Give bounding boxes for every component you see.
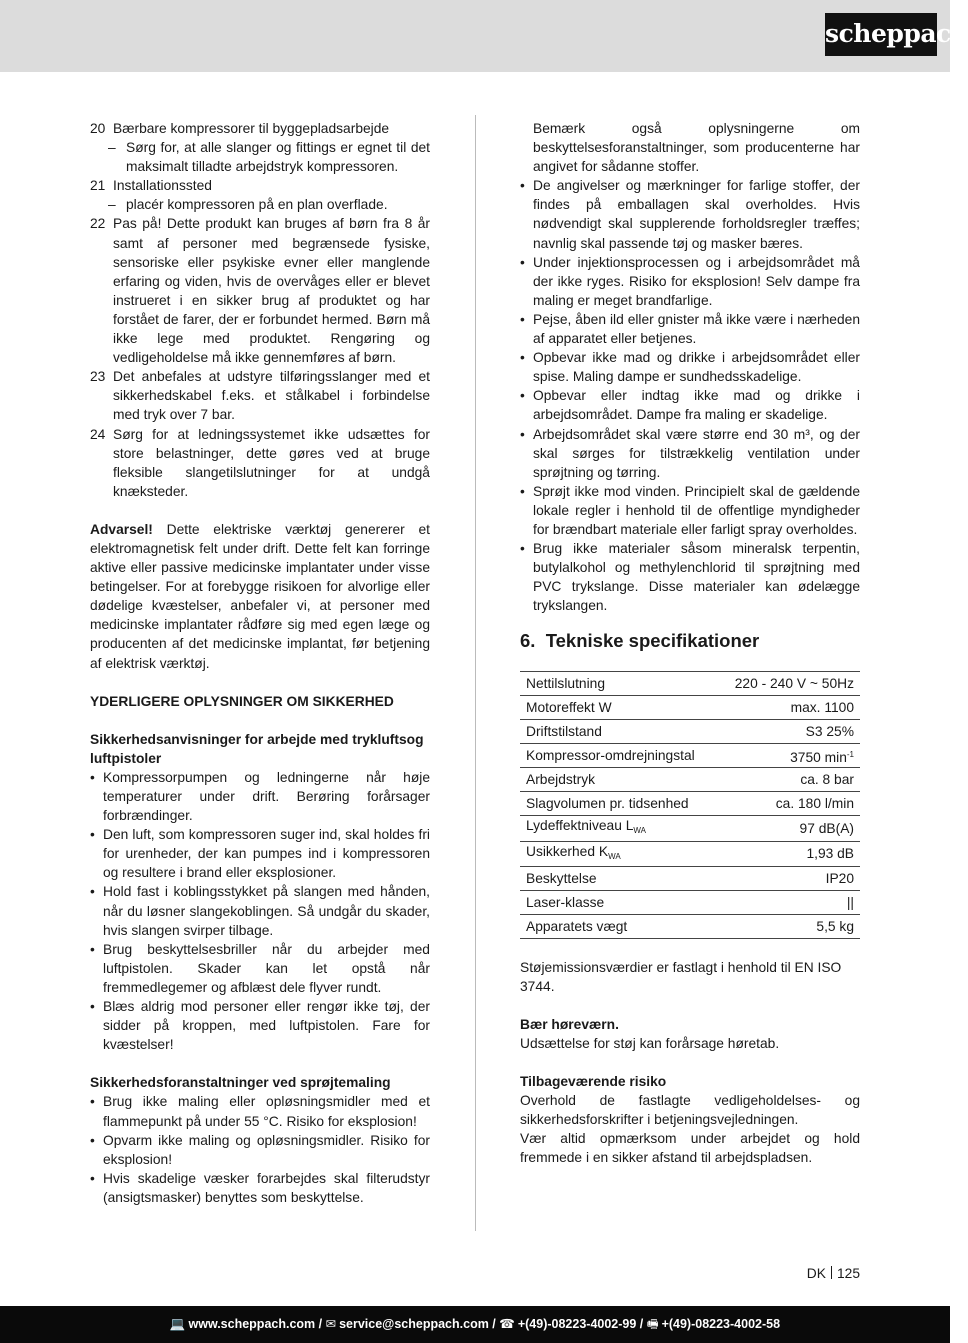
list-item: • Opbevar eller indtag ikke mad og drikke i arbejdsområdet. Dampe fra maling er skadelige. [520, 386, 860, 424]
footer-separator: / [636, 1317, 647, 1331]
spec-value: 1,93 dB [717, 841, 860, 866]
page-language: DK [806, 1266, 826, 1281]
hearing-heading: Bær høreværn. [520, 1016, 619, 1032]
spec-value [717, 744, 860, 768]
continuation-text: Bemærk også oplysningerne om beskyttelsesforanstaltninger, som producenterne har angivet for sådanne stoffer. [533, 121, 860, 175]
spec-label: Slagvolumen pr. tidsenhed [520, 792, 717, 816]
spec-value: ca. 8 bar [717, 768, 860, 792]
list-item: • De angivelser og mærkninger for farlige stoffer, der findes på emballagen skal overholdes. Hvis nødvendigt skal supplerende forholdsregler træffes; navnlig skal passende tøj og masker bæres. [520, 176, 860, 252]
footer-fax: +(49)-08223-4002-58 [661, 1317, 781, 1331]
bullet-text: Blæs aldrig mod personer eller rengør ikke tøj, der sidder på kroppen, med luftpistolen. Fare for kvæstelser! [103, 999, 430, 1053]
table-row [520, 720, 860, 744]
spray-safety-list [520, 176, 860, 615]
spec-label-subscript: WA [633, 826, 646, 836]
sub-item [90, 195, 430, 214]
list-item: • Den luft, som kompressoren suger ind, skal holdes fri for urenheder, der kan pumpes ind i kompressoren og resultere i brand eller eksplosioner. [90, 825, 430, 882]
fax-icon: 🖷 [646, 1317, 659, 1331]
list-item: • Brug beskyttelsesbriller når du arbejder med luftpistolen. Skader kan let opstå når fremmedlegemer og afblæst dele flyver rundt. [90, 940, 430, 997]
list-item-20 [90, 119, 430, 138]
spec-label-subscript: WA [608, 851, 621, 861]
item-text: Pas på! Dette produkt kan bruges af børn fra 8 år samt af personer med begrænsede fysiske, sensoriske eller psykiske evner eller manglende erfaring og viden, hvis de overvåges eller er blevet instrueret i en sikker brug af produktet og har forstået de farer, der er forbundet hermed. Børn må ikke lege med produktet. Rengøring og vedligeholdelse må ikke gennemføres af børn. [113, 216, 430, 366]
page-number-value: 125 [836, 1266, 860, 1281]
footer-website-link[interactable]: www.scheppach.com [188, 1317, 316, 1331]
list-item: • Kompressorpumpen og ledningerne når høje temperaturer under drift. Berøring forårsager forbrændinger. [90, 768, 430, 825]
list-item: • Brug ikke maling eller opløsningsmidler med et flammepunkt på under 55 °C. Risiko for eksplosion! [90, 1092, 430, 1130]
specs-table [520, 671, 860, 938]
spec-label: Arbejdstryk [520, 768, 717, 792]
residual-risk-text-2: Vær altid opmærksom under arbejdet og hold fremmede i en sikker afstand til arbejdspladsen. [520, 1131, 860, 1166]
list-item: • Blæs aldrig mod personer eller rengør ikke tøj, der sidder på kroppen, med luftpistolen. Fare for kvæstelser! [90, 997, 430, 1054]
computer-icon: 💻 [169, 1317, 186, 1331]
list-item: • Brug ikke materialer såsom mineralsk terpentin, butylalkohol og methylenchlorid til sprøjtning med PVC trykslange. Disse materialer kan ødelægge trykslangen. [520, 539, 860, 615]
sub-item-text: placér kompressoren på en plan overflade. [126, 197, 388, 213]
bullet-text: Opbevar eller indtag ikke mad og drikke i arbejdsområdet. Dampe fra maling er skadelige. [533, 388, 860, 423]
section-heading [520, 629, 860, 653]
dash-marker: – [108, 197, 116, 213]
warning-label: Advarsel! [90, 521, 153, 537]
table-row [520, 696, 860, 720]
spec-value: ca. 180 l/min [717, 792, 860, 816]
spec-label: Kompressor-omdrejningstal [520, 744, 717, 768]
spec-value: max. 1100 [717, 696, 860, 720]
bullet-text: Hvis skadelige væsker forarbejdes skal filterudstyr (ansigtsmasker) benyttes som beskyttelse. [103, 1170, 430, 1205]
column-divider [475, 115, 476, 1231]
item-number: 22 [90, 216, 106, 232]
list-item: • Opbevar ikke mad og drikke i arbejdsområdet eller spise. Maling dampe er sundhedsskadelige. [520, 348, 860, 386]
header-band [0, 0, 950, 72]
paint-heading: Sikkerhedsforanstaltninger ved sprøjtemaling [90, 1075, 391, 1091]
bullet-text: Brug ikke maling eller opløsningsmidler med et flammepunkt på under 55 °C. Risiko for eksplosion! [103, 1094, 430, 1129]
item-number: 21 [90, 178, 106, 194]
bullet-text: Opvarm ikke maling og opløsningsmidler. Risiko for eksplosion! [103, 1132, 430, 1167]
phone-icon: ☎ [499, 1317, 515, 1331]
table-row [520, 841, 860, 866]
spec-value: 5,5 kg [717, 914, 860, 938]
mail-icon: ✉ [325, 1317, 337, 1331]
footer-separator: / [488, 1317, 500, 1331]
spec-label: Beskyttelse [520, 866, 717, 890]
table-row [520, 744, 860, 768]
bullet-text: Hold fast i koblingsstykket på slangen med hånden, når du løsner slangekoblingen. Så undgår du skader, hvis slangen svirper tilbage. [103, 884, 430, 938]
item-title: Installationssted [113, 178, 212, 194]
list-item: • Hold fast i koblingsstykket på slangen med hånden, når du løsner slangekoblingen. Så undgår du skader, hvis slangen svirper tilbage. [90, 882, 430, 939]
spec-label [520, 841, 717, 866]
spec-value: 97 dB(A) [717, 816, 860, 841]
list-item: • Arbejdsområdet skal være større end 30 m³, og der skal sørges for tilstrækkelig ventilation under sprøjtning og tørring. [520, 425, 860, 482]
bullet-text: Den luft, som kompressoren suger ind, skal holdes fri for urenheder, der kan pumpes ind i kompressoren og resultere i brand eller eksplosioner. [103, 827, 430, 881]
spec-label [520, 816, 717, 841]
item-number: 23 [90, 369, 106, 385]
bullet-text: Arbejdsområdet skal være større end 30 m³, og der skal sørges for tilstrækkelig ventilation under sprøjtning og tørring. [533, 426, 860, 480]
list-item-22 [90, 214, 430, 367]
spec-label-text: Lydeffektniveau L [526, 818, 634, 834]
emf-warning [90, 520, 430, 673]
scheppach-logo: scheppach [825, 13, 937, 56]
sub-item [90, 138, 430, 176]
table-row [520, 816, 860, 841]
hearing-text: Udsættelse for støj kan forårsage høretab. [520, 1035, 780, 1051]
spec-label: Apparatets vægt [520, 914, 717, 938]
spec-value: IP20 [717, 866, 860, 890]
item-number: 20 [90, 121, 106, 136]
table-row [520, 914, 860, 938]
item-title: Bærbare kompressorer til byggepladsarbejde [113, 121, 390, 136]
residual-risk-text: Overhold de fastlagte vedligeholdelses- og sikkerhedsforskrifter i betjeningsvejledningen. [520, 1093, 860, 1128]
list-item: • Opvarm ikke maling og opløsningsmidler. Risiko for eksplosion! [90, 1131, 430, 1169]
right-column [520, 119, 860, 1167]
section-number: 6. [520, 630, 536, 652]
bullet-text: Kompressorpumpen og ledningerne når høje temperaturer under drift. Berøring forårsager forbrændinger. [103, 769, 430, 824]
left-column [90, 119, 430, 1207]
list-item: • Hvis skadelige væsker forarbejdes skal filterudstyr (ansigtsmasker) benyttes som beskyttelse. [90, 1169, 430, 1207]
spec-label: Nettilslutning [520, 672, 717, 696]
spec-value: 220 - 240 V ~ 50Hz [717, 672, 860, 696]
list-item-21 [90, 176, 430, 195]
page-number [807, 1264, 860, 1283]
paint-list [90, 1092, 430, 1207]
list-item: • Pejse, åben ild eller gnister må ikke være i nærheden af apparatet eller betjenes. [520, 310, 860, 348]
spec-label: Motoreffekt W [520, 696, 717, 720]
footer-phone: +(49)-08223-4002-99 [517, 1317, 637, 1331]
bullet-text: Brug ikke materialer såsom mineralsk terpentin, butylalkohol og methylenchlorid til sprøjtning med PVC trykslange. Disse materialer kan ødelægge trykslangen. [533, 541, 860, 614]
list-item: • Sprøjt ikke mod vinden. Principielt skal de gældende lokale regler i henhold til de offentlige myndigheder for brændbart materiale eller farligt spray overholdes. [520, 482, 860, 539]
more-info-heading: YDERLIGERE OPLYSNINGER OM SIKKERHED [90, 693, 394, 709]
table-row [520, 792, 860, 816]
air-tools-list [90, 768, 430, 1054]
footer-email-link[interactable]: service@scheppach.com [339, 1317, 489, 1331]
spec-label: Laser-klasse [520, 890, 717, 914]
footer-bar [0, 1306, 950, 1343]
spec-value: S3 25% [717, 720, 860, 744]
bullet-text: Sprøjt ikke mod vinden. Principielt skal de gældende lokale regler i henhold til de offentlige myndigheder for brændbart materiale eller farligt spray overholdes. [533, 483, 860, 537]
spec-label-text: Usikkerhed K [526, 843, 609, 859]
noise-note: Støjemissionsværdier er fastlagt i henhold til EN ISO 3744. [520, 959, 842, 994]
table-row [520, 768, 860, 792]
page-number-separator [831, 1266, 832, 1279]
item-text: Det anbefales at udstyre tilføringsslanger med et sikkerhedskabel f.eks. et stålkabel i forbindelse med tryk over 7 bar. [113, 369, 430, 423]
sub-item-text: Sørg for, at alle slanger og fittings er egnet til det maksimalt tilladte arbejdstryk kompressoren. [126, 140, 430, 175]
section-title: Tekniske specifikationer [545, 630, 760, 652]
bullet-text: De angivelser og mærkninger for farlige stoffer, der findes på emballagen skal overholdes. Hvis nødvendigt skal supplerende forholdsregler træffes; navnlig skal passende tøj og masker bæres. [533, 178, 860, 251]
list-item-23 [90, 367, 430, 424]
bullet-text: Pejse, åben ild eller gnister må ikke være i nærheden af apparatet eller betjenes. [533, 311, 860, 347]
warning-text: Dette elektriske værktøj genererer et elektromagnetisk felt under drift. Dette felt kan forringe aktive eller passive medicinske implantater under visse betingelser. For at forebygge risikoen for alvorlige eller dødelige kvæstelser, anbefaler vi, at personer med medicinske implantater rådføre sig med egen læge og producenten af det medicinske implantat, før betjening af elektrisk værktøj. [90, 521, 430, 671]
air-tools-heading: Sikkerhedsanvisninger for arbejde med trykluftsog luftpistoler [90, 731, 424, 766]
footer-separator: / [315, 1317, 326, 1331]
list-item: • Under injektionsprocessen og i arbejdsområdet må der ikke ryges. Risiko for eksplosion! Selv dampe fra maling er meget brandfarlige. [520, 253, 860, 310]
table-row [520, 672, 860, 696]
table-row [520, 890, 860, 914]
spec-value-superscript: -1 [846, 749, 854, 759]
bullet-text: Under injektionsprocessen og i arbejdsområdet må der ikke ryges. Risiko for eksplosion! Selv dampe fra maling er meget brandfarlige. [533, 254, 860, 308]
table-row [520, 866, 860, 890]
spec-value: || [717, 890, 860, 914]
spec-label: Driftstilstand [520, 720, 717, 744]
spec-value-text: 3750 min [790, 749, 847, 765]
item-text: Sørg for at ledningssystemet ikke udsættes for store belastninger, dette gøres ved at bruge fleksible slangetilslutninger for at undgå knæksteder. [113, 426, 430, 499]
bullet-text: Brug beskyttelsesbriller når du arbejder med luftpistolen. Skader kan let opstå når fremmedlegemer og afblæst dele flyver rundt. [103, 941, 430, 995]
item-number: 24 [90, 426, 106, 442]
bullet-text: Opbevar ikke mad og drikke i arbejdsområdet eller spise. Maling dampe er sundhedsskadelige. [533, 350, 860, 385]
list-item-24 [90, 425, 430, 501]
residual-risk-heading: Tilbageværende risiko [520, 1074, 667, 1089]
dash-marker: – [108, 140, 116, 156]
